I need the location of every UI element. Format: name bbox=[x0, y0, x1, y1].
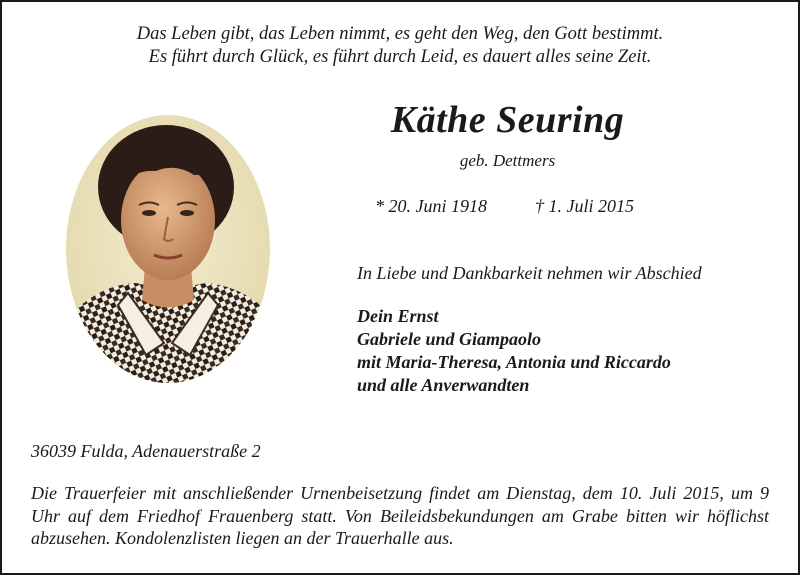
motto-line-1: Das Leben gibt, das Leben nimmt, es geht den Weg, den Gott bestimmt. bbox=[136, 24, 664, 44]
funeral-notice: Die Trauerfeier mit anschließender Urnenbeisetzung findet am Dienstag, dem 10. Juli 2015, um 9 Uhr auf dem Friedhof Frauenberg statt. Von Beileidsbekundungen am Grabe bitten wir höflichst abzusehen. Kondolenzlisten liegen an der Trauerhalle aus. bbox=[31, 483, 769, 548]
deceased-name: Käthe Seuring bbox=[390, 99, 625, 141]
mourner-line: Dein Ernst bbox=[357, 306, 439, 326]
death-date: † 1. Juli 2015 bbox=[535, 196, 634, 216]
mourner-line: mit Maria-Theresa, Antonia und Riccardo bbox=[357, 352, 671, 372]
mourner-line: Gabriele und Giampaolo bbox=[357, 329, 542, 349]
motto-line-2: Es führt durch Glück, es führt durch Leid, es dauert alles seine Zeit. bbox=[148, 47, 652, 67]
portrait-photo bbox=[66, 115, 270, 383]
mourners-list bbox=[357, 305, 671, 397]
farewell-line: In Liebe und Dankbarkeit nehmen wir Abschied bbox=[357, 263, 702, 283]
family-address: 36039 Fulda, Adenauerstraße 2 bbox=[31, 441, 261, 461]
maiden-name: geb. Dettmers bbox=[459, 151, 556, 170]
mourner-line: und alle Anverwandten bbox=[357, 375, 530, 395]
birth-date: * 20. Juni 1918 bbox=[375, 196, 487, 216]
